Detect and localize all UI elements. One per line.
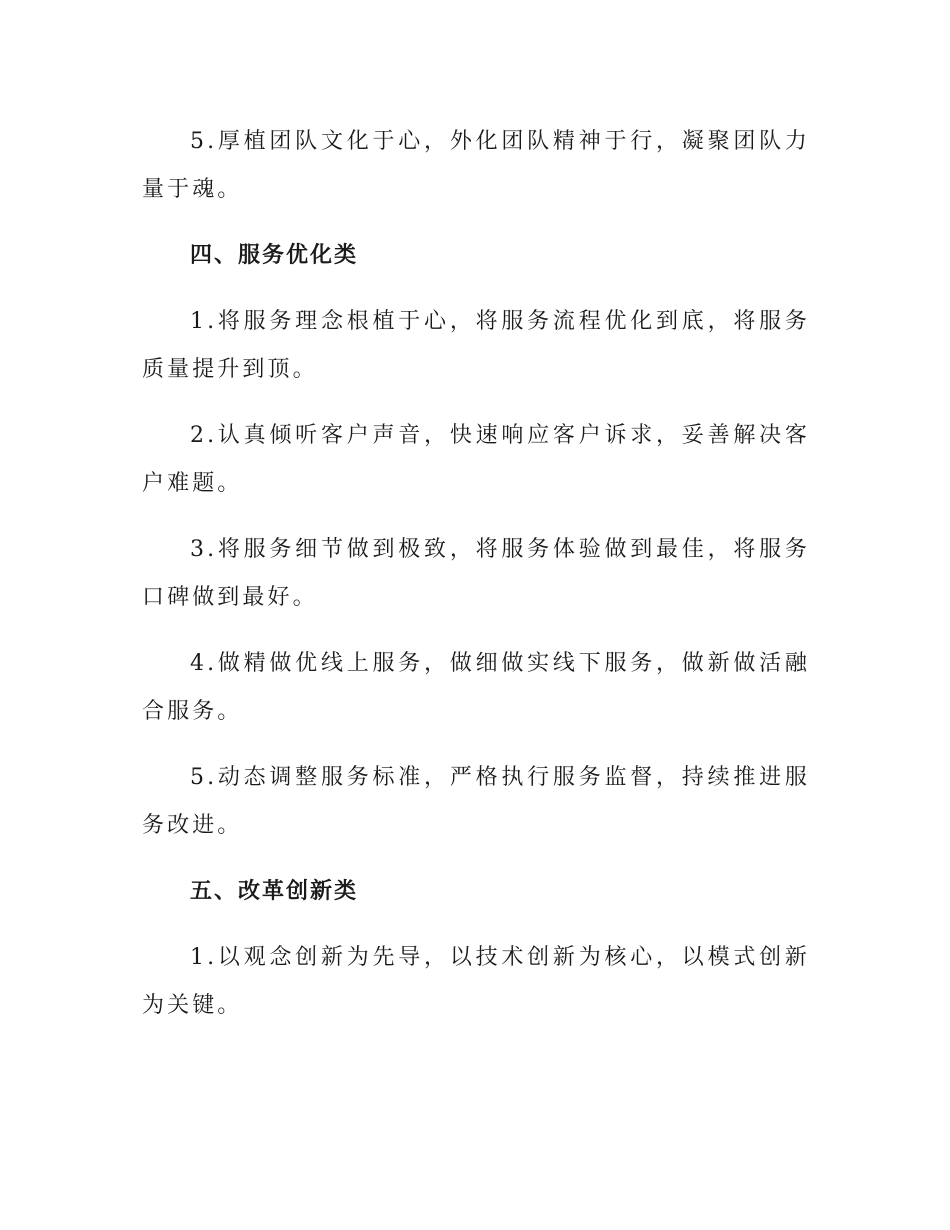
section-heading-service: 四、服务优化类 (190, 243, 359, 268)
paragraph-service-5: 5.动态调整服务标准，严格执行服务监督，持续推进服务改进。 (142, 765, 810, 838)
paragraph-team-5: 5.厚植团队文化于心，外化团队精神于行，凝聚团队力量于魂。 (142, 129, 810, 202)
paragraph-service-3: 3.将服务细节做到极致，将服务体验做到最佳，将服务口碑做到最好。 (142, 537, 810, 610)
paragraph-service-4: 4.做精做优线上服务，做细做实线下服务，做新做活融合服务。 (142, 651, 810, 724)
paragraph-reform-1: 1.以观念创新为先导，以技术创新为核心，以模式创新为关键。 (142, 945, 810, 1018)
section-heading-reform: 五、改革创新类 (190, 879, 359, 904)
paragraph-service-1: 1.将服务理念根植于心，将服务流程优化到底，将服务质量提升到顶。 (142, 309, 810, 382)
document-body (142, 118, 810, 1048)
paragraph-service-2: 2.认真倾听客户声音，快速响应客户诉求，妥善解决客户难题。 (142, 423, 810, 496)
